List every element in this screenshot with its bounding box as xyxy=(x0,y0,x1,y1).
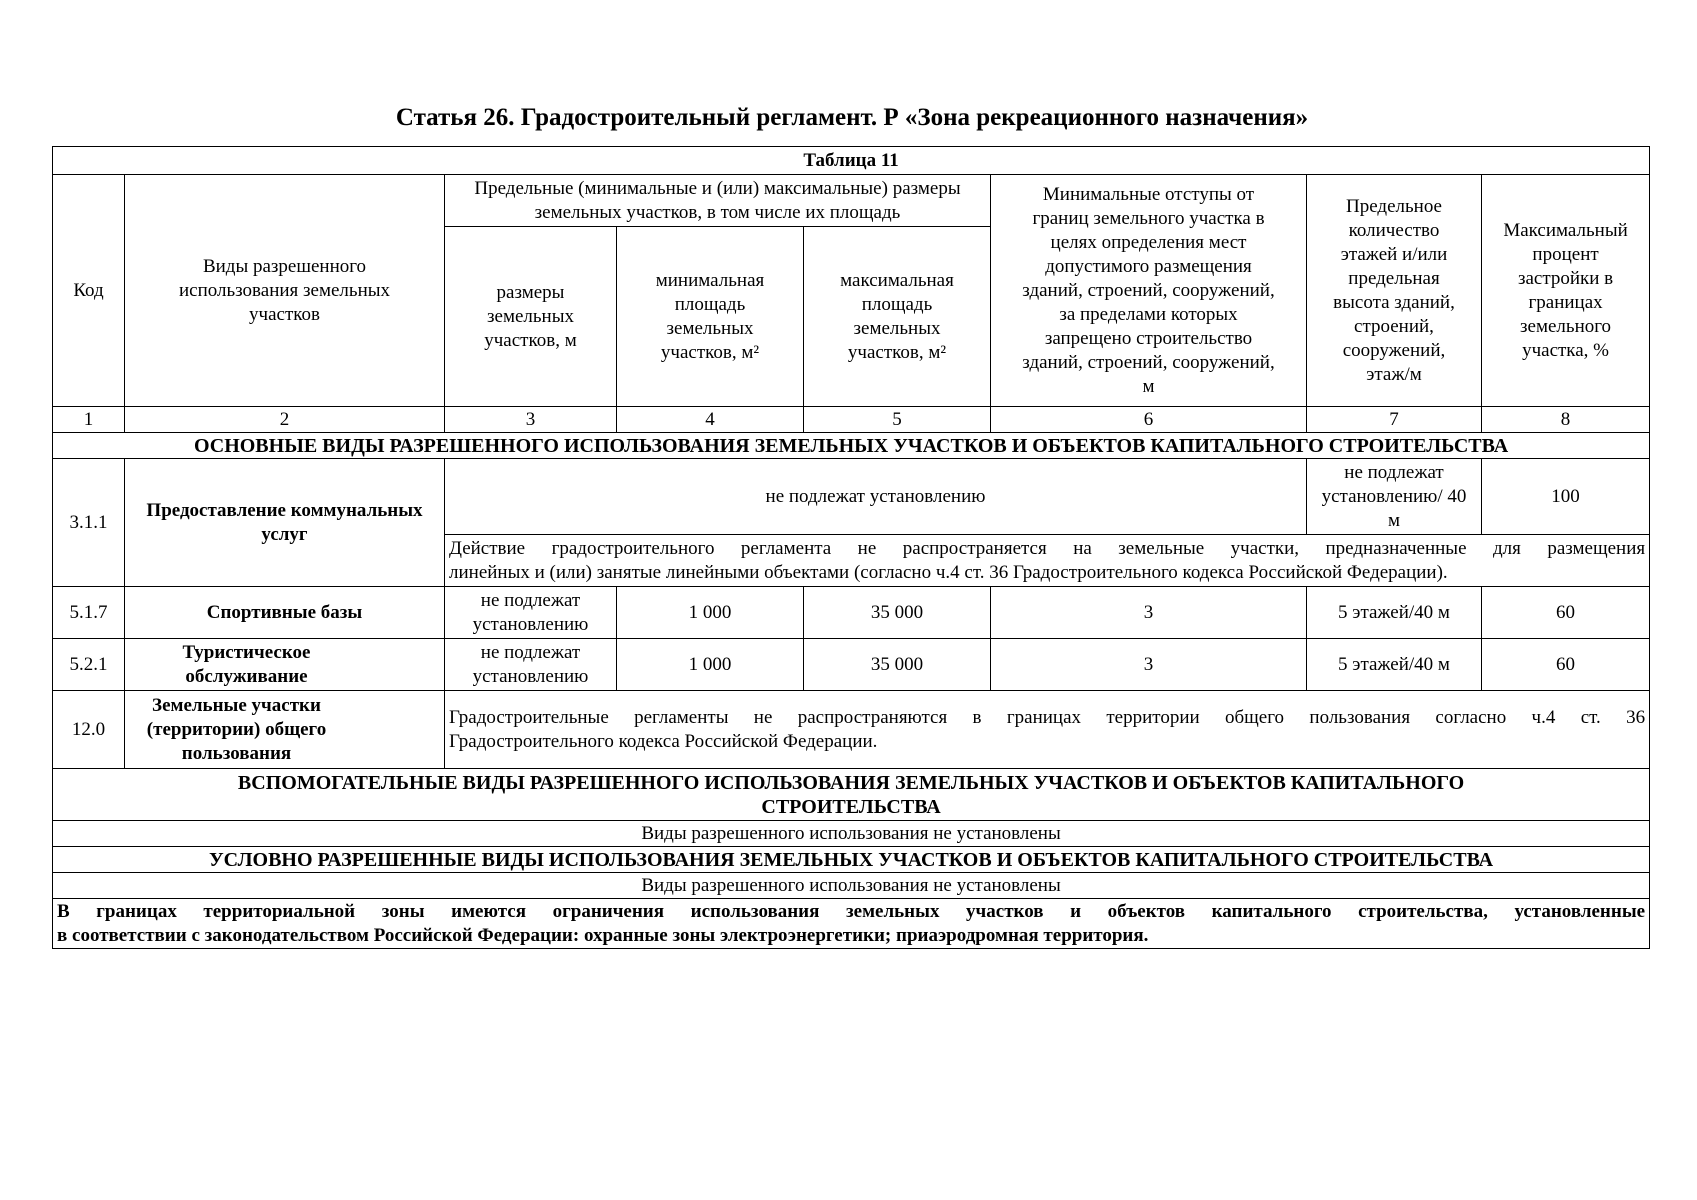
regulation-table xyxy=(52,146,1650,949)
table-row xyxy=(53,587,1650,639)
row-name: Туристическое обслуживание xyxy=(125,639,445,691)
row-code: 12.0 xyxy=(53,691,125,769)
row-coverage: 60 xyxy=(1482,587,1650,639)
section-aux-heading: ВСПОМОГАТЕЛЬНЫЕ ВИДЫ РАЗРЕШЕННОГО ИСПОЛЬЗОВАНИЯ ЗЕМЕЛЬНЫХ УЧАСТКОВ И ОБЪЕКТОВ КАПИТАЛЬНОГО СТРОИТЕЛЬСТВА xyxy=(53,769,1650,821)
zone-restrictions-line: в соответствии с законодательством Российской Федерации: охранные зоны электроэнергетики; приаэродромная территория. xyxy=(57,924,1149,946)
row-max-area: 35 000 xyxy=(804,587,991,639)
section-main-heading: ОСНОВНЫЕ ВИДЫ РАЗРЕШЕННОГО ИСПОЛЬЗОВАНИЯ ЗЕМЕЛЬНЫХ УЧАСТКОВ И ОБЪЕКТОВ КАПИТАЛЬНОГО СТРОИТЕЛЬСТВА xyxy=(53,433,1650,459)
header-coverage: Максимальный процент застройки в границах земельного участка, % xyxy=(1482,175,1650,407)
column-number: 5 xyxy=(804,407,991,433)
row-max-area: 35 000 xyxy=(804,639,991,691)
header-code: Код xyxy=(53,175,125,407)
row-floors: 5 этажей/40 м xyxy=(1307,587,1482,639)
table-row xyxy=(53,639,1650,691)
row-sizes: не подлежат установлению xyxy=(445,639,617,691)
section-cond-heading: УСЛОВНО РАЗРЕШЕННЫЕ ВИДЫ ИСПОЛЬЗОВАНИЯ ЗЕМЕЛЬНЫХ УЧАСТКОВ И ОБЪЕКТОВ КАПИТАЛЬНОГО СТРОИТЕЛЬСТВА xyxy=(53,847,1650,873)
aux-none-text: Виды разрешенного использования не установлены xyxy=(53,821,1650,847)
row-note-line: Действие градостроительного регламента не распространяется на земельные участки, предназначенные для размещения xyxy=(449,537,1646,559)
row-min-area: 1 000 xyxy=(617,639,804,691)
table-row xyxy=(53,459,1650,535)
column-number: 2 xyxy=(125,407,445,433)
row-floors: 5 этажей/40 м xyxy=(1307,639,1482,691)
row-min-area: 1 000 xyxy=(617,587,804,639)
zone-restrictions-note xyxy=(53,899,1650,949)
row-setbacks: 3 xyxy=(991,587,1307,639)
table-row xyxy=(53,691,1650,769)
column-number: 6 xyxy=(991,407,1307,433)
header-setbacks: Минимальные отступы от границ земельного участка в целях определения мест допустимого размещения зданий, строений, сооружений, за пределами которых запрещено строительство зданий, строений, сооружений, м xyxy=(991,175,1307,407)
row-sizes: не подлежат установлению xyxy=(445,587,617,639)
header-max-area: максимальная площадь земельных участков, м² xyxy=(804,227,991,407)
row-code: 3.1.1 xyxy=(53,459,125,587)
header-limits-group: Предельные (минимальные и (или) максимальные) размеры земельных участков, в том числе их площадь xyxy=(445,175,991,227)
row-note-line: Градостроительные регламенты не распространяются в границах территории общего пользования согласно ч.4 ст. 36 xyxy=(449,706,1646,728)
header-vri: Виды разрешенного использования земельных участков xyxy=(125,175,445,407)
header-floors: Предельное количество этажей и/или предельная высота зданий, строений, сооружений, этаж/м xyxy=(1307,175,1482,407)
row-note-line: линейных и (или) занятые линейными объектами (согласно ч.4 ст. 36 Градостроительного кодекса Российской Федерации). xyxy=(449,561,1448,583)
row-coverage: 100 xyxy=(1482,459,1650,535)
row-note xyxy=(445,535,1650,587)
header-sizes: размеры земельных участков, м xyxy=(445,227,617,407)
header-min-area: минимальная площадь земельных участков, м² xyxy=(617,227,804,407)
column-number: 8 xyxy=(1482,407,1650,433)
column-number: 7 xyxy=(1307,407,1482,433)
row-code: 5.1.7 xyxy=(53,587,125,639)
table-label: Таблица 11 xyxy=(53,147,1650,175)
row-note-line: Градостроительного кодекса Российской Федерации. xyxy=(449,730,878,752)
page-title: Статья 26. Градостроительный регламент. Р «Зона рекреационного назначения» xyxy=(395,104,1309,131)
zone-restrictions-line: В границах территориальной зоны имеются ограничения использования земельных участков и объектов капитального строительства, установленные xyxy=(57,900,1646,922)
row-code: 5.2.1 xyxy=(53,639,125,691)
cond-none-text: Виды разрешенного использования не установлены xyxy=(53,873,1650,899)
column-number: 1 xyxy=(53,407,125,433)
column-number: 4 xyxy=(617,407,804,433)
column-number: 3 xyxy=(445,407,617,433)
row-note xyxy=(445,691,1650,769)
row-setbacks: 3 xyxy=(991,639,1307,691)
row-name: Предоставление коммунальных услуг xyxy=(125,459,445,587)
column-number-row xyxy=(53,407,1650,433)
row-coverage: 60 xyxy=(1482,639,1650,691)
row-floors: не подлежат установлению/ 40 м xyxy=(1307,459,1482,535)
row-name: Спортивные базы xyxy=(125,587,445,639)
row-merged-value: не подлежат установлению xyxy=(445,459,1307,535)
row-name: Земельные участки (территории) общего пользования xyxy=(125,691,445,769)
